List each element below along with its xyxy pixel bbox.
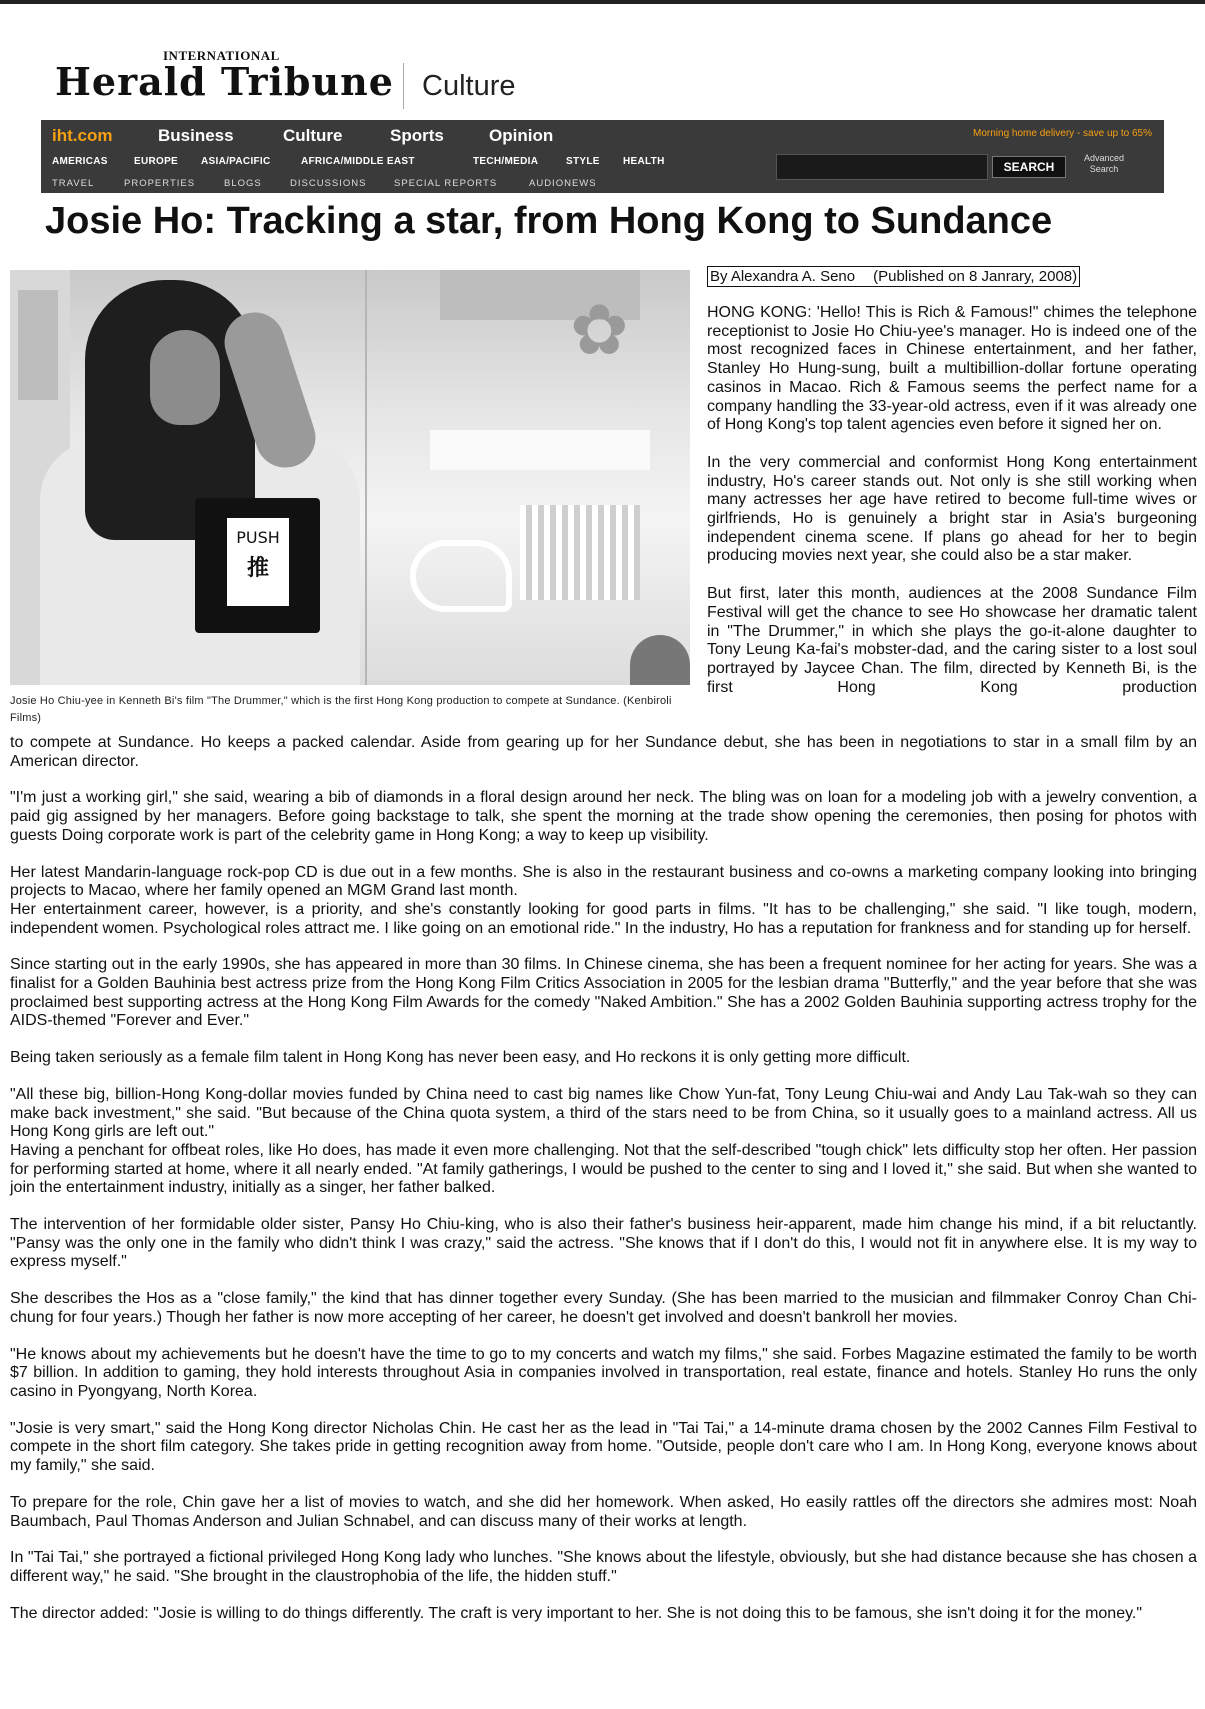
masthead-section[interactable]: Culture: [422, 70, 516, 102]
byline-box: [707, 266, 1080, 287]
nav-culture-link[interactable]: Culture: [283, 126, 343, 145]
home-delivery-promo-link[interactable]: Morning home delivery - save up to 65%: [973, 128, 1152, 139]
nav-properties[interactable]: PROPERTIES: [124, 178, 196, 189]
photo-wall-logo: [520, 505, 640, 600]
nav-blogs[interactable]: BLOGS: [224, 178, 262, 189]
article-paragraph: "Josie is very smart," said the Hong Kong director Nicholas Chin. He cast her as the lead in "Tai Tai," a 14-minute drama chosen by the 2002 Cannes Film Festival to compete in the short film category. She takes pride in getting recognition away from home. "Outside, people don't care who I am. In Hong Kong, everyone knows about my family," she said.: [10, 1419, 1197, 1475]
article-paragraph: The director added: "Josie is willing to do things differently. The craft is very important to her. She is not doing this to be famous, she isn't doing it for the money.": [10, 1604, 1143, 1622]
search-button[interactable]: SEARCH: [992, 156, 1066, 178]
nav-region-americas[interactable]: AMERICAS: [52, 156, 108, 167]
nav-home-link[interactable]: iht.com: [52, 126, 113, 145]
article-paragraph: Being taken seriously as a female film talent in Hong Kong has never been easy, and Ho reckons it is only getting more difficult.: [10, 1049, 911, 1067]
photo-caption: Josie Ho Chiu-yee in Kenneth Bi's film "The Drummer," which is the first Hong Kong production to compete at Sundance. (Kenbiroli Films): [10, 695, 672, 724]
masthead-kicker: INTERNATIONAL: [163, 48, 280, 63]
nav-region-europe[interactable]: EUROPE: [134, 156, 179, 167]
article-paragraph: She describes the Hos as a "close family," the kind that has dinner together every Sunday. (She has been married to the musician and filmmaker Conroy Chan Chi-chung for four years.) Though her father is now more accepting of her career, he doesn't get involved and doesn't bankroll her movies.: [10, 1290, 1197, 1326]
nav-style[interactable]: STYLE: [566, 156, 600, 167]
masthead-brand-logo[interactable]: Herald Tribune: [55, 59, 394, 104]
article-paragraph: HONG KONG: 'Hello! This is Rich & Famous!" chimes the telephone receptionist to Josie Ho Chiu-yee's manager. Ho is indeed one of the most recognized faces in Chinese entertainment, and her father, Stanley Ho Hung-sung, built a multibillion-dollar fortune operating casinos in Macao. Rich & Famous seems the perfect name for a company handling the 33-year-old actress, even if it was already one of Hong Kong's top talent agencies even before it signed her on.: [707, 304, 1197, 434]
byline-author: By Alexandra A. Seno: [710, 268, 856, 285]
nav-health[interactable]: HEALTH: [623, 156, 665, 167]
photo-plant: [630, 635, 690, 685]
nav-travel[interactable]: TRAVEL: [52, 178, 95, 189]
nav-region-asia-pacific[interactable]: ASIA/PACIFIC: [201, 156, 271, 167]
nav-audionews[interactable]: AUDIONEWS: [529, 178, 597, 189]
article-paragraph: To prepare for the role, Chin gave her a list of movies to watch, and she did her homework. When asked, Ho easily rattles off the directors she admires most: Noah Baumbach, Paul Thomas Anderson and Julian Schnabel, and can discuss many of their works at length.: [10, 1493, 1197, 1530]
advanced-search-link[interactable]: Advanced Search: [1083, 153, 1125, 174]
article-paragraph: "I'm just a working girl," she said, wearing a bib of diamonds in a floral design around her neck. The bling was on loan for a modeling job with a jewelry convention, a paid gig assigned by her managers. Before going backstage to talk, she spent the morning at the trade show opening the ceremonies, then posing for photos with guests Doing corporate work is part of the celebrity game in Hong Kong; a way to keep up visibility.: [10, 789, 1197, 844]
photo-poster: [18, 290, 58, 400]
photo-figure-face: [150, 330, 220, 425]
article-paragraph: Since starting out in the early 1990s, she has appeared in more than 30 films. In Chinese cinema, she has been a frequent nominee for her acting for years. She was a finalist for a Golden Bauhinia best actress prize from the Hong Kong Film Critics Association in 2005 for the lesbian drama "Butterfly," and the year before that she was proclaimed best supporting actress at the Hong Kong Film Awards for the comedy "Naked Ambition." She has a 2002 Golden Bauhinia supporting actress trophy for the AIDS-themed "Forever and Ever.": [10, 956, 1197, 1030]
article-paragraph: to compete at Sundance. Ho keeps a packed calendar. Aside from gearing up for her Sundance debut, she has been in negotiations to star in a small film by an American director.: [10, 734, 1197, 770]
article-paragraph: Her entertainment career, however, is a priority, and she's constantly looking for good parts in films. "It has to be challenging," she said. "I like tough, modern, independent women. Psychological roles attract me. I like going on an emotional ride." In the industry, Ho has a reputation for frankness and for standing up for herself.: [10, 900, 1197, 937]
photo-glass-door: [365, 270, 367, 685]
article-paragraph: In "Tai Tai," she portrayed a fictional privileged Hong Kong lady who lunches. "She knows about the lifestyle, obviously, but she had distance because she has chosen a different way," he said. "She brought in the claustrophobia of the life, the hidden stuff.": [10, 1549, 1197, 1585]
article-paragraph: "He knows about my achievements but he doesn't have the time to go to my concerts and watch my films," she said. Forbes Magazine estimated the family to be worth $7 billion. In addition to gaming, they hold interests throughout Asia in companies involved in transportation, real estate, finance and hotels. Stanley Ho runs the only casino in Pyongyang, North Korea.: [10, 1345, 1197, 1400]
article-paragraph: But first, later this month, audiences at the 2008 Sundance Film Festival will get the chance to see Ho showcase her dramatic talent in "The Drummer," in which she plays the go-it-alone daughter to Tony Leung Ka-fai's mobster-dad, and the caring sister to a lost soul portrayed by Jaycee Chan. The film, directed by Kenneth Bi, is the first Hong Kong production: [707, 585, 1197, 696]
article-photo: [10, 270, 690, 685]
push-sign: [227, 518, 289, 606]
nav-tech-media[interactable]: TECH/MEDIA: [473, 156, 539, 167]
search-input[interactable]: [776, 154, 988, 180]
push-sign-char: 推: [246, 556, 269, 581]
article-paragraph: The intervention of her formidable older sister, Pansy Ho Chiu-king, who is also their father's business heir-apparent, made him change his mind, if a bit reluctantly. "Pansy was the only one in the family who didn't think I was crazy," said the actress. "She knows that if I don't do this, I would not fit in anywhere else. It is my way to express myself.": [10, 1216, 1197, 1271]
article-column: [707, 304, 1197, 697]
article-body: [10, 734, 1197, 1641]
nav-bar: [41, 120, 1164, 193]
nav-business-link[interactable]: Business: [158, 126, 234, 145]
push-sign-text: PUSH: [236, 528, 280, 547]
article-paragraph: Her latest Mandarin-language rock-pop CD is due out in a few months. She is also in the restaurant business and co-owns a marketing company looking into bringing projects to Macao, where her family opened an MGM Grand last month.: [10, 863, 1197, 900]
photo-light-panel: [430, 430, 650, 470]
top-rule: [0, 0, 1205, 4]
nav-discussions[interactable]: DISCUSSIONS: [290, 178, 367, 189]
article-paragraph: In the very commercial and conformist Hong Kong entertainment industry, Ho's career stands out. Not only is she still working when many actresses her age have retired to become full-time wives or girlfriends, Ho is genuinely a bright star in Asia's burgeoning independent cinema scene. If plans go ahead for her to begin producing movies next year, she could also be a star maker.: [707, 453, 1197, 565]
article-paragraph: Having a penchant for offbeat roles, like Ho does, has made it even more challenging. Not that the self-described "tough chick" lets difficulty stop her often. Her passion for performing started at home, where it all nearly ended. "At family gatherings, I would be pushed to the center to sing and I loved it," she said. But when she wanted to join the entertainment industry, initially as a singer, her father balked.: [10, 1141, 1197, 1197]
nav-special-reports[interactable]: SPECIAL REPORTS: [394, 178, 498, 189]
article-headline: Josie Ho: Tracking a star, from Hong Kong to Sundance: [45, 200, 1053, 242]
nav-opinion-link[interactable]: Opinion: [489, 126, 554, 145]
photo-swirl-graphic: [410, 540, 512, 612]
article-paragraph: "All these big, billion-Hong Kong-dollar movies funded by China need to cast big names like Chow Yun-fat, Tony Leung Chiu-wai and Andy Lau Tak-wah so they can make back investment," she said. "But because of the China quota system, a third of the stars need to be from China, so it usually goes to a mainland actress. All us Hong Kong girls are left out.": [10, 1085, 1197, 1141]
nav-region-africa-middle-east[interactable]: AFRICA/MIDDLE EAST: [301, 156, 415, 167]
nav-sports-link[interactable]: Sports: [390, 126, 444, 145]
masthead-divider: [403, 63, 404, 109]
paw-print-icon: ✿: [570, 291, 629, 369]
byline-date: (Published on 8 Janrary, 2008): [873, 268, 1078, 285]
